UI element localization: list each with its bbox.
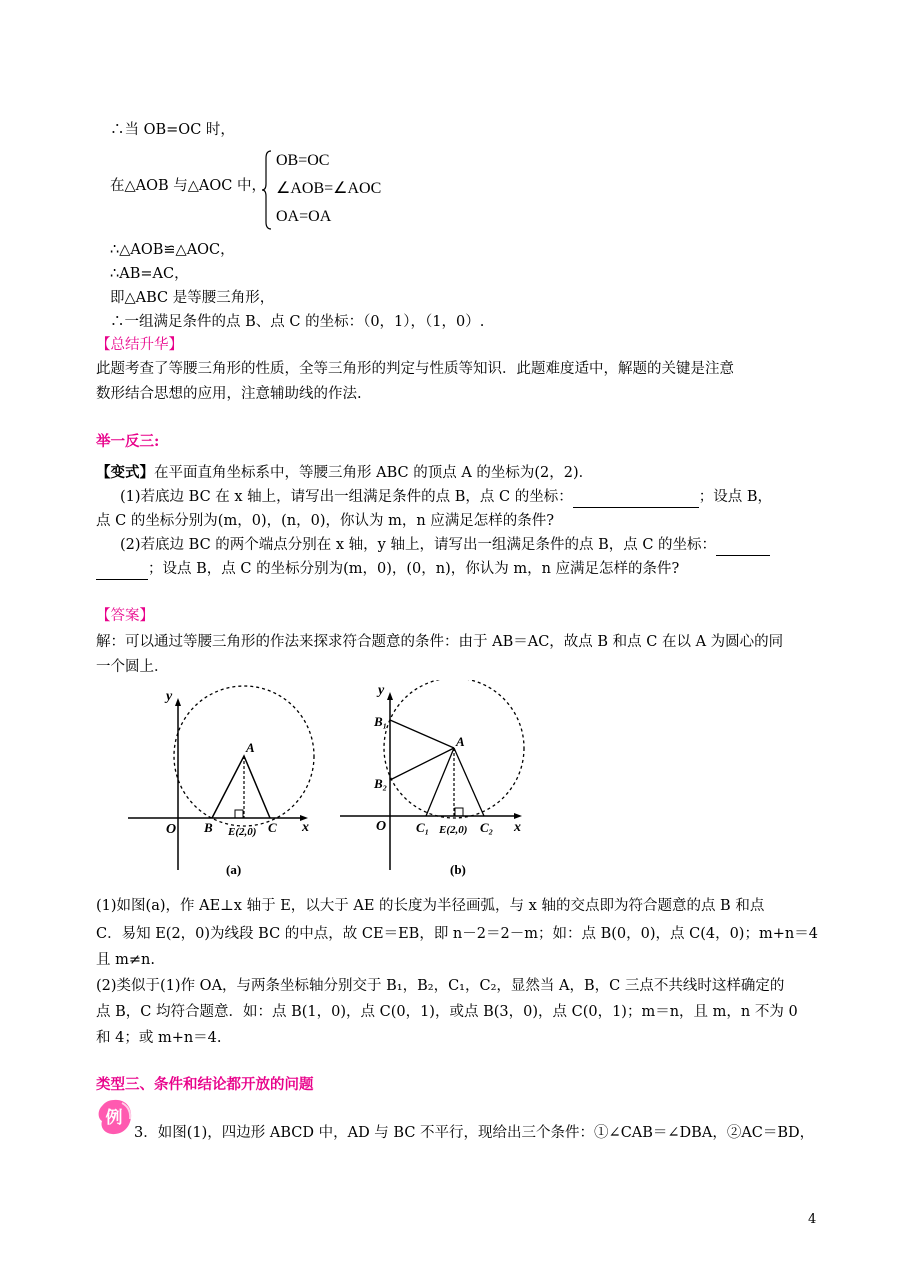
figure-a (120, 680, 320, 880)
label-e: E(2,0) (439, 824, 468, 836)
paragraph-line: 点 B，C 均符合题意．如：点 B(1，0)，点 C(0，1)，或点 B(3，0)，点 C(0，1)；m＝n，且 m，n 不为 0 (96, 1004, 798, 1020)
caption-b: (b) (450, 862, 466, 877)
label-c1: C₁ (416, 820, 430, 835)
paragraph-line: 3．如图(1)，四边形 ABCD 中，AD 与 BC 不平行，现给出三个条件：①∠CAB＝∠DBA，②AC＝BD， (134, 1125, 815, 1141)
label-y: y (378, 683, 385, 698)
text-line: ∴一组满足条件的点 B、点 C 的坐标：（0，1），（1，0）. (110, 314, 485, 330)
equation-line: ∠AOB=∠AOC (276, 180, 382, 197)
text-line: ∴△AOB≌△AOC， (110, 242, 235, 258)
right-angle-mark (455, 808, 463, 816)
label-c: C (268, 820, 277, 835)
equation-line: OB=OC (276, 152, 330, 169)
badge-label: 例 (105, 1108, 123, 1128)
y-arrow-icon (387, 692, 393, 700)
label-y: y (166, 689, 173, 704)
paragraph-line: (2)类似于(1)作 OA，与两条坐标轴分别交于 B₁，B₂，C₁，C₂，显然当 A，B，C 三点不共线时这样确定的 (96, 978, 785, 994)
paragraph-line: 解：可以通过等腰三角形的作法来探求符合题意的条件：由于 AB＝AC，故点 B 和点 C 在以 A 为圆心的同 (96, 634, 784, 650)
right-angle-mark (235, 810, 243, 818)
answer-blank (96, 559, 148, 580)
segment-ac1 (426, 748, 454, 816)
paragraph-line: 点 C 的坐标分别为(m，0)，(n，0)，你认为 m，n 应满足怎样的条件? (96, 513, 555, 529)
section-heading: 【总结升华】 (96, 337, 183, 353)
text-line: 在△AOB 与△AOC 中， (110, 178, 266, 194)
label-x: x (514, 820, 521, 835)
section-heading: 举一反三: (96, 433, 160, 450)
segment-ac2 (454, 748, 484, 816)
paragraph-line (96, 463, 593, 483)
label-a: A (456, 734, 465, 749)
paragraph-line (120, 535, 770, 556)
label-x: x (302, 820, 309, 835)
paragraph-line: 且 m≠n. (96, 952, 155, 968)
x-arrow-icon (514, 813, 522, 819)
y-arrow-icon (175, 698, 181, 706)
question-text: ；设点 B， (698, 489, 773, 505)
brace-icon (262, 150, 272, 230)
variant-intro: 在平面直角坐标系中，等腰三角形 ABC 的顶点 A 的坐标为(2，2)． (154, 465, 594, 481)
example-badge-icon (94, 1097, 134, 1137)
question-text: ；设点 B，点 C 的坐标分别为(m，0)，(0，n)，你认为 m，n 应满足怎样的条件? (148, 561, 680, 577)
paragraph-line: 此题考查了等腰三角形的性质，全等三角形的判定与性质等知识．此题难度适中，解题的关键是注意 (96, 361, 734, 377)
figure-b (332, 680, 532, 880)
paragraph-line: 数形结合思想的应用，注意辅助线的作法. (96, 386, 362, 402)
question-text: (1)若底边 BC 在 x 轴上，请写出一组满足条件的点 B，点 C 的坐标： (120, 489, 573, 505)
label-a: A (246, 740, 255, 755)
label-c2: C₂ (480, 820, 494, 835)
segment-ab1 (390, 720, 454, 748)
label-o: O (166, 822, 177, 837)
label-b: B (204, 820, 213, 835)
equation-line: OA=OA (276, 208, 332, 225)
text-line: 即△ABC 是等腰三角形， (110, 290, 275, 306)
paragraph-line: (1)如图(a)，作 AE⊥x 轴于 E，以大于 AE 的长度为半径画弧，与 x 轴的交点即为符合题意的点 B 和点 (96, 898, 765, 914)
section-heading: 类型三、条件和结论都开放的问题 (96, 1076, 314, 1093)
page-number: 4 (808, 1212, 817, 1227)
text-line: ∴当 OB=OC 时， (110, 122, 235, 138)
paragraph-line (96, 559, 679, 580)
label-e: E(2,0) (228, 826, 257, 838)
answer-blank (573, 487, 699, 508)
paragraph-line: 一个圆上． (96, 659, 169, 675)
section-heading: 【答案】 (96, 608, 154, 624)
segment-ab2 (390, 748, 454, 780)
variant-tag: 【变式】 (96, 464, 154, 481)
label-b2: B₂ (374, 776, 388, 791)
text-line: ∴AB=AC， (110, 266, 189, 282)
paragraph-line: C．易知 E(2，0)为线段 BC 的中点，故 CE＝EB，即 n－2＝2－m；如：点 B(0，0)，点 C(4，0)；m+n＝4 (96, 926, 818, 942)
question-text: (2)若底边 BC 的两个端点分别在 x 轴，y 轴上，请写出一组满足条件的点 B，点 C 的坐标： (120, 537, 717, 553)
triangle-abc (212, 756, 270, 818)
paragraph-line (120, 487, 772, 508)
answer-blank (716, 535, 770, 556)
label-b1: B₁ (374, 714, 388, 729)
caption-a: (a) (226, 862, 242, 877)
paragraph-line: 和 4；或 m+n＝4. (96, 1030, 222, 1046)
label-o: O (376, 819, 387, 834)
